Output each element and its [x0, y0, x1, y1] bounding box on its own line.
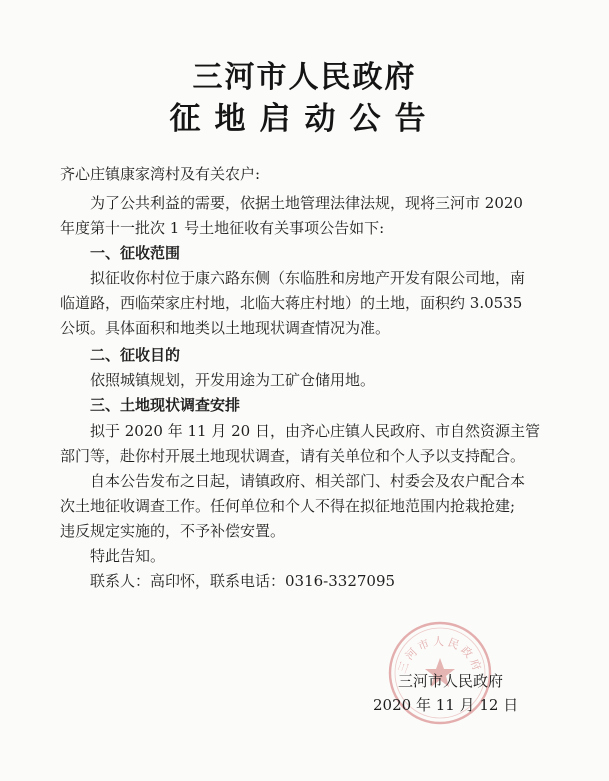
signature-date: 2020 年 11 月 12 日 [373, 696, 519, 714]
intro-line-1: 为了公共利益的需要，依据土地管理法律法规，现将三河市 2020 [90, 194, 523, 212]
section-scope-line-2: 临道路，西临荣家庄村地，北临大蒋庄村地）的土地，面积约 3.0535 [60, 294, 523, 312]
section-heading-scope: 一、征收范围 [90, 244, 181, 262]
intro-line-2: 年度第十一批次 1 号土地征收有关事项公告如下: [60, 219, 385, 237]
section-survey-line-1: 拟于 2020 年 11 月 20 日，由齐心庄镇人民政府、市自然资源主管 [90, 422, 540, 440]
contact-info: 联系人：高印怀，联系电话：0316-3327095 [90, 572, 396, 590]
section-survey-line-3: 自本公告发布之日起，请镇政府、相关部门、村委会及农户配合本 [90, 472, 526, 490]
section-survey-line-5: 违反规定实施的，不予补偿安置。 [60, 522, 286, 540]
section-purpose-line-1: 依照城镇规划，开发用途为工矿仓储用地。 [90, 371, 376, 389]
svg-text:三河市人民政府: 三河市人民政府 [395, 635, 485, 675]
section-scope-line-1: 拟征收你村位于康六路东侧（东临胜和房地产开发有限公司地，南 [90, 269, 526, 287]
section-heading-survey: 三、土地现状调查安排 [90, 396, 241, 414]
section-survey-line-4: 次土地征收调查工作。任何单位和个人不得在拟征地范围内抢栽抢建; [60, 497, 516, 515]
section-heading-purpose: 二、征收目的 [90, 346, 181, 364]
signature-organization: 三河市人民政府 [398, 672, 504, 690]
section-scope-line-3: 公顷。具体面积和地类以土地现状调查情况为准。 [60, 319, 391, 337]
addressee: 齐心庄镇康家湾村及有关农户: [60, 165, 261, 183]
closing-text: 特此告知。 [90, 547, 166, 565]
notice-title-subject: 征地启动公告 [169, 101, 440, 137]
section-survey-line-2: 部门等，赴你村开展土地现状调查，请有关单位和个人予以支持配合。 [60, 447, 526, 465]
notice-title-org: 三河市人民政府 [192, 60, 417, 95]
